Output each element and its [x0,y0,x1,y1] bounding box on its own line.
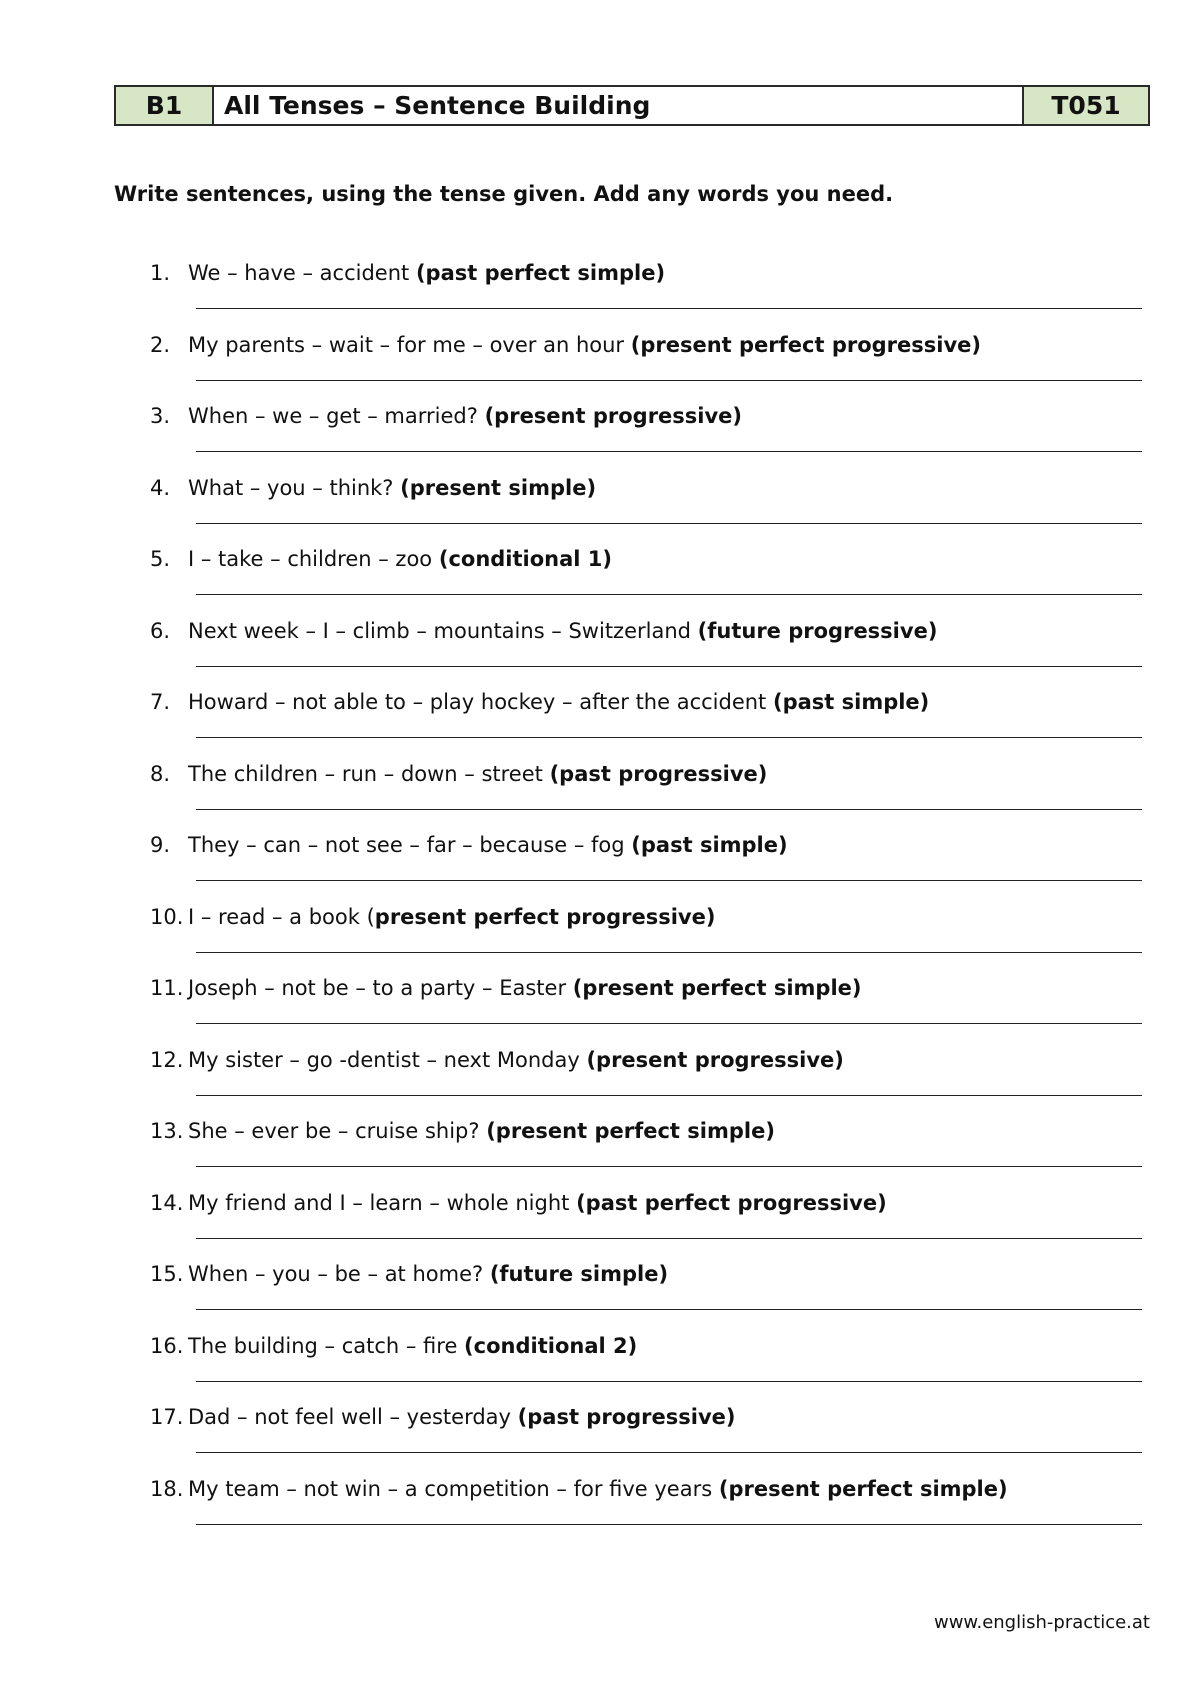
worksheet-code: T051 [1024,87,1148,124]
exercise-item [150,1402,1142,1473]
exercise-item [150,1259,1142,1330]
answer-line[interactable] [196,1023,1142,1024]
item-number: 8. [150,761,171,786]
item-text [188,1259,668,1289]
item-tense: (present perfect simple) [718,1476,1008,1501]
item-number: 6. [150,618,171,643]
item-text [188,258,665,288]
item-number: 15. [150,1262,184,1286]
instruction: Write sentences, using the tense given. Add any words you need. [114,182,894,206]
answer-line[interactable] [196,1381,1142,1382]
item-number: 10. [150,904,184,929]
item-tense: (past progressive) [517,1405,736,1429]
item-prompt: Joseph – not be – to a party – Easter [188,976,573,1000]
exercise-item [150,1331,1142,1402]
exercise-item [150,973,1142,1044]
item-prompt: The building – catch – fire [188,1333,465,1358]
item-text [188,973,861,1003]
item-prompt: When – we – get – married? [188,404,485,428]
item-tense: (present perfect progressive) [630,332,981,357]
exercise-item [150,544,1142,615]
item-text [188,1116,775,1146]
item-prompt: They – can – not see – far – because – fog [188,833,632,857]
item-text [188,473,596,503]
answer-line[interactable] [196,451,1142,452]
answer-line[interactable] [196,1309,1142,1310]
answer-line[interactable] [196,880,1142,881]
item-text [188,616,937,646]
exercise-item [150,1045,1142,1116]
answer-line[interactable] [196,1238,1142,1239]
answer-line[interactable] [196,666,1142,667]
item-number: 11. [150,976,184,1000]
exercise-item [150,759,1142,830]
exercise-item [150,1116,1142,1187]
answer-line[interactable] [196,952,1142,953]
exercise-item [150,330,1142,401]
answer-line[interactable] [196,594,1142,595]
item-prompt: My parents – wait – for me – over an hour [188,332,631,357]
exercise-item [150,258,1142,329]
item-number: 14. [150,1190,184,1215]
item-tense: (present progressive) [484,404,743,428]
item-number: 16. [150,1333,184,1358]
item-prompt: I – take – children – zoo [188,547,439,571]
item-prompt: The children – run – down – street [188,761,550,786]
item-prompt: My sister – go -dentist – next Monday [188,1047,587,1072]
item-tense: (past simple) [631,833,788,857]
item-tense: (past perfect progressive) [576,1190,887,1215]
item-prompt: What – you – think? [188,475,401,500]
item-text [188,1402,735,1432]
item-text [188,544,612,574]
item-prompt: When – you – be – at home? [188,1262,490,1286]
item-text [188,759,767,789]
item-prompt: Next week – I – climb – mountains – Switzerland [188,618,698,643]
item-number: 4. [150,475,171,500]
item-prompt: I – read – a book ( [188,904,375,929]
item-text [188,401,742,431]
item-prompt: Dad – not feel well – yesterday [188,1405,518,1429]
worksheet-title: All Tenses – Sentence Building [214,87,1024,124]
item-number: 5. [150,547,171,571]
item-prompt: She – ever be – cruise ship? [188,1119,487,1143]
answer-line[interactable] [196,1166,1142,1167]
item-text [188,1188,887,1218]
item-text [188,902,715,932]
item-tense: (present perfect simple) [572,976,862,1000]
item-prompt: My friend and I – learn – whole night [188,1190,577,1215]
exercise-item [150,687,1142,758]
item-text [188,1474,1008,1504]
item-number: 7. [150,690,171,714]
item-tense: (past progressive) [549,761,768,786]
answer-line[interactable] [196,308,1142,309]
item-prompt: My team – not win – a competition – for five years [188,1476,719,1501]
item-tense: (past perfect simple) [415,261,666,285]
level-cell: B1 [116,87,214,124]
item-number: 13. [150,1119,184,1143]
item-tense: (future progressive) [697,618,938,643]
item-text [188,830,788,860]
answer-line[interactable] [196,523,1142,524]
item-text [188,330,981,360]
exercise-item [150,616,1142,687]
item-number: 18. [150,1476,184,1501]
answer-line[interactable] [196,809,1142,810]
item-text [188,687,929,717]
exercise-item [150,473,1142,544]
item-prompt: We – have – accident [188,261,416,285]
item-number: 1. [150,261,171,285]
item-tense: (present simple) [400,475,597,500]
item-tense: (conditional 1) [438,547,613,571]
item-text [188,1045,844,1075]
item-number: 9. [150,833,171,857]
exercise-item [150,902,1142,973]
item-number: 3. [150,404,171,428]
item-tense: (present progressive) [586,1047,844,1072]
item-tense: (past simple) [772,690,930,714]
answer-line[interactable] [196,737,1142,738]
item-number: 12. [150,1047,184,1072]
answer-line[interactable] [196,1095,1142,1096]
item-tense: (conditional 2) [464,1333,638,1358]
answer-line[interactable] [196,380,1142,381]
item-text [188,1331,637,1361]
item-number: 17. [150,1405,184,1429]
exercise-item [150,830,1142,901]
item-prompt: Howard – not able to – play hockey – after the accident [188,690,773,714]
exercise-item [150,401,1142,472]
answer-line[interactable] [196,1524,1142,1525]
footer-url: www.english-practice.at [933,1612,1150,1633]
answer-line[interactable] [196,1452,1142,1453]
exercise-item [150,1474,1142,1545]
item-tense: present perfect progressive) [374,904,716,929]
exercise-item [150,1188,1142,1259]
item-tense: (present perfect simple) [486,1119,775,1143]
item-number: 2. [150,332,171,357]
item-tense: (future simple) [489,1262,669,1286]
